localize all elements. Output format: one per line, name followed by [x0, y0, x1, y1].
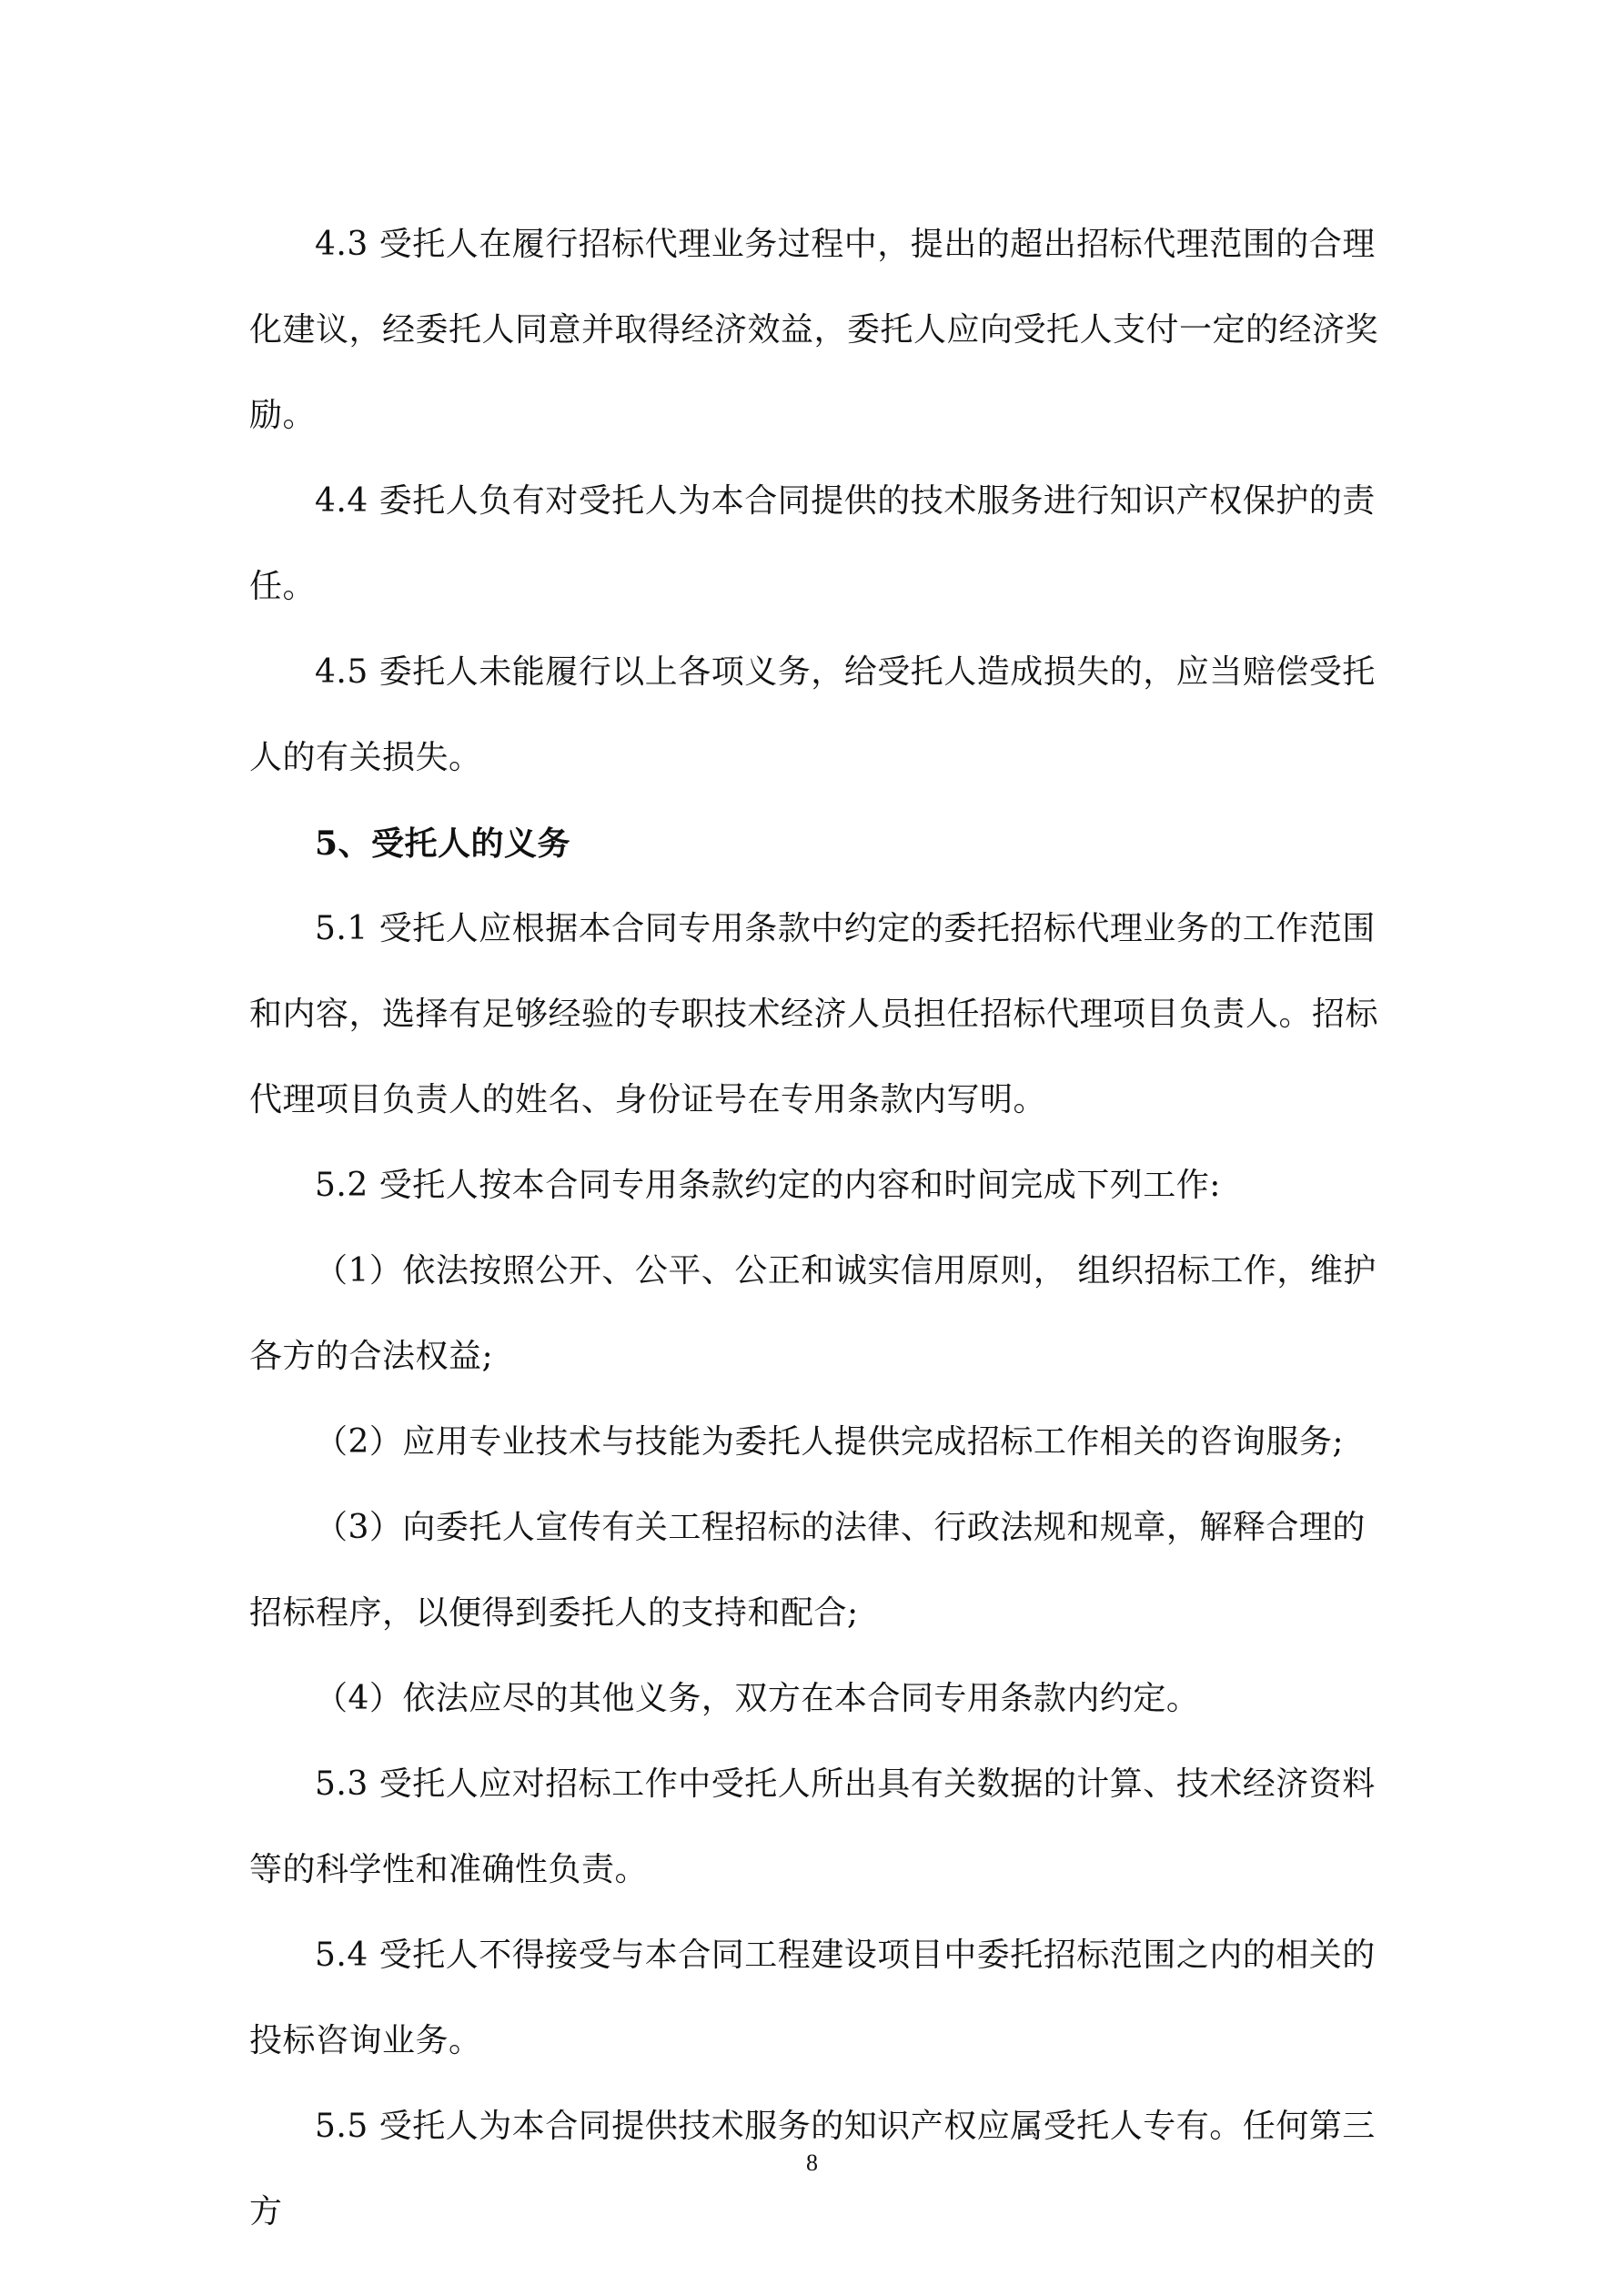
clause-5-2-item-4: （4）依法应尽的其他义务，双方在本合同专用条款内约定。: [315, 1680, 1200, 1717]
clause-5-3: 5.3 受托人应对招标工作中受托人所出具有关数据的计算、技术经济资料等的科学性和准确性负责。: [249, 1765, 1376, 1888]
section-5-heading: 5、受托人的义务: [315, 824, 571, 863]
page-number: 8: [806, 2149, 818, 2176]
clause-5-2-item-2: （2）应用专业技术与技能为委托人提供完成招标工作相关的咨询服务;: [315, 1423, 1345, 1461]
clause-4-3: 4.3 受托人在履行招标代理业务过程中，提出的超出招标代理范围的合理化建议，经委托人同意并取得经济效益，委托人应向受托人支付一定的经济奖励。: [249, 226, 1379, 434]
clause-5-5: 5.5 受托人为本合同提供技术服务的知识产权应属受托人专有。任何第三方: [249, 2108, 1376, 2230]
clause-5-2-item-1: （1）依法按照公开、公平、公正和诚实信用原则， 组织招标工作，维护各方的合法权益;: [249, 1252, 1377, 1375]
clause-5-2: 5.2 受托人按本合同专用条款约定的内容和时间完成下列工作:: [315, 1167, 1221, 1204]
clause-5-4: 5.4 受托人不得接受与本合同工程建设项目中委托招标范围之内的相关的投标咨询业务。: [249, 1937, 1376, 2059]
clause-5-2-item-3: （3）向委托人宣传有关工程招标的法律、行政法规和规章，解释合理的招标程序，以便得到委托人的支持和配合;: [249, 1509, 1366, 1632]
body-text: [249, 202, 1392, 2255]
clause-5-1: 5.1 受托人应根据本合同专用条款中约定的委托招标代理业务的工作范围和内容，选择有足够经验的专职技术经济人员担任招标代理项目负责人。招标代理项目负责人的姓名、身份证号在专用条款内写明。: [249, 910, 1379, 1118]
clause-4-5: 4.5 委托人未能履行以上各项义务，给受托人造成损失的，应当赔偿受托人的有关损失。: [249, 653, 1376, 776]
clause-4-4: 4.4 委托人负有对受托人为本合同提供的技术服务进行知识产权保护的责任。: [249, 482, 1376, 605]
